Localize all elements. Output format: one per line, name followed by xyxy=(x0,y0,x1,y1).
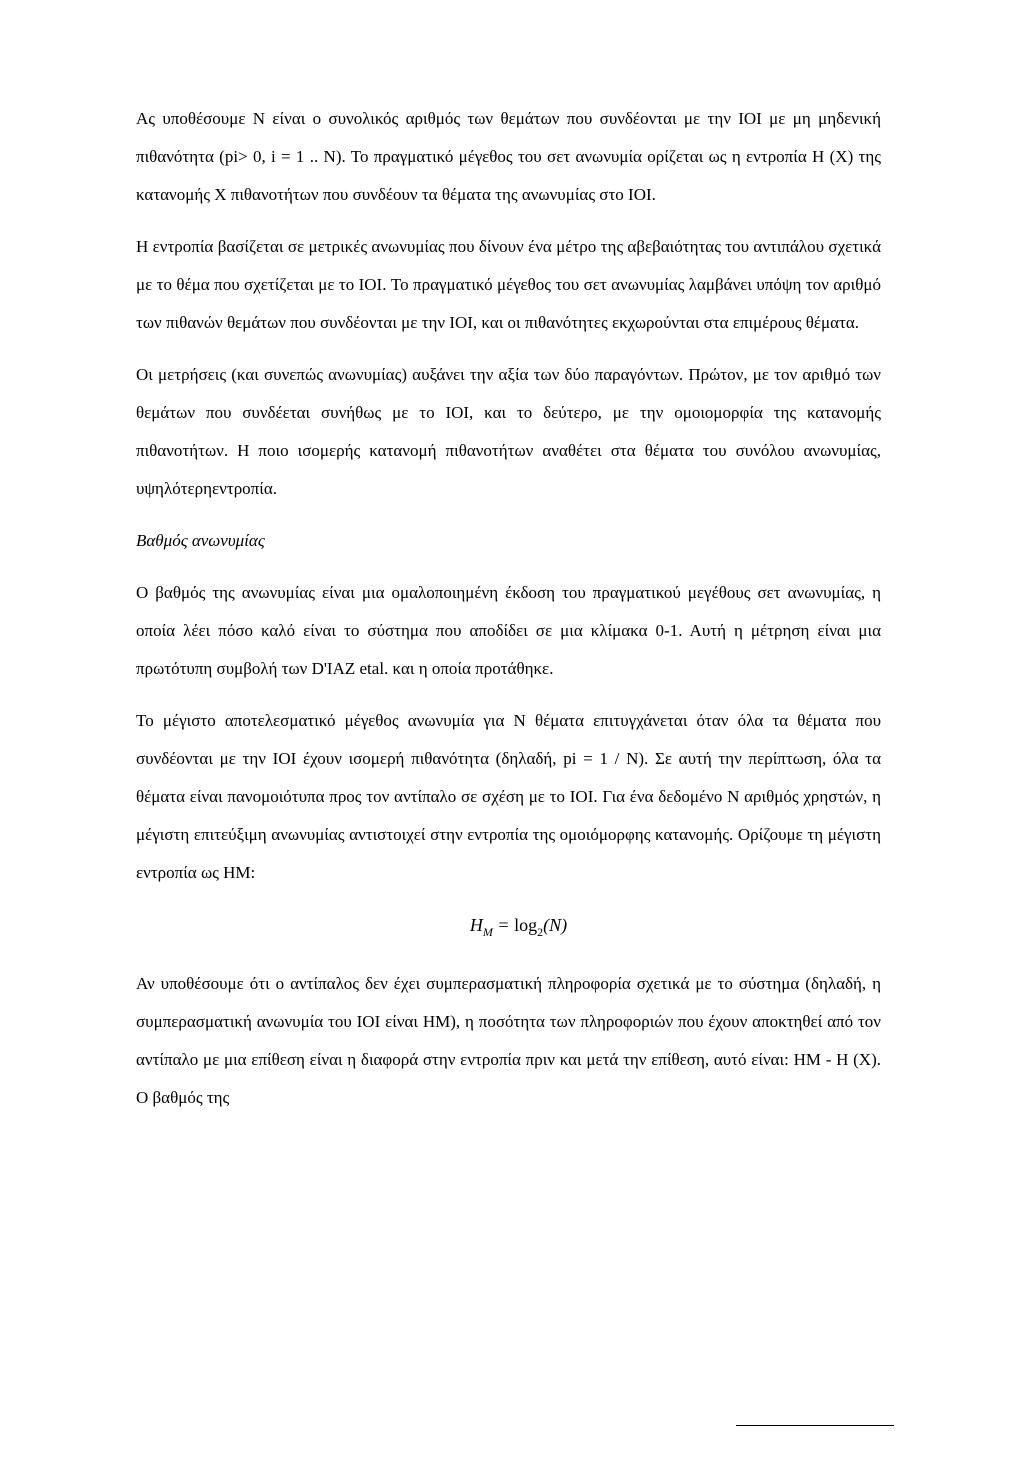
paragraph-3: Οι μετρήσεις (και συνεπώς ανωνυμίας) αυξάνει την αξία των δύο παραγόντων. Πρώτον, με τον αριθμό των θεμάτων που συνδέεται συνήθως με το IOI, και το δεύτερο, με την ομοιομορφία της κατανομής πιθανοτήτων. Η ποιο ισομερής κατανομή πιθανοτήτων αναθέτει στα θέματα του συνόλου ανωνυμίας, υψηλότερηεντροπία. xyxy=(136,365,881,498)
formula-lhs-subscript: M xyxy=(482,925,493,939)
formula-operator: = xyxy=(492,915,515,935)
paragraph-4: Ο βαθμός της ανωνυμίας είναι μια ομαλοποιημένη έκδοση του πραγματικού μεγέθους σετ ανωνυμίας, η οποία λέει πόσο καλό είναι το σύστημα που αποδίδει σε μια κλίμακα 0-1. Αυτή η μέτρηση είναι μια πρωτότυπη συμβολή των D'IAZ etal. και η οποία προτάθηκε. xyxy=(136,583,881,678)
paragraph-1: Ας υποθέσουμε Ν είναι ο συνολικός αριθμός των θεμάτων που συνδέονται με την IOI με μη μηδενική πιθανότητα (pi> 0, i = 1 .. N). Το πραγματικό μέγεθος του σετ ανωνυμία ορίζεται ως η εντροπία Η (Χ) της κατανομής Χ πιθανοτήτων που συνδέουν τα θέματα της ανωνυμίας στο IOI. xyxy=(136,109,881,204)
paragraph-5: Το μέγιστο αποτελεσματικό μέγεθος ανωνυμία για Ν θέματα επιτυγχάνεται όταν όλα τα θέματα που συνδέονται με την IOI έχουν ισομερή πιθανότητα (δηλαδή, pi = 1 / Ν). Σε αυτή την περίπτωση, όλα τα θέματα είναι πανομοιότυπα προς τον αντίπαλο σε σχέση με το IOI. Για ένα δεδομένο Ν αριθμός χρηστών, η μέγιστη επιτεύξιμη ανωνυμίας αντιστοιχεί στην εντροπία της ομοιόμορφης κατανομής. Ορίζουμε τη μέγιστη εντροπία ως ΗΜ: xyxy=(136,711,881,882)
formula-lhs: H xyxy=(469,915,483,935)
paragraph-2: Η εντροπία βασίζεται σε μετρικές ανωνυμίας που δίνουν ένα μέτρο της αβεβαιότητας του αντιπάλου σχετικά με το θέμα που σχετίζεται με το IOI. Το πραγματικό μέγεθος του σετ ανωνυμίας λαμβάνει υπόψη τον αριθμό των πιθανών θεμάτων που συνδέονται με την IOI, και οι πιθανότητες εκχωρούνται στα επιμέρους θέματα. xyxy=(136,237,881,332)
formula-log: log xyxy=(514,915,538,935)
section-heading: Βαθμός ανωνυμίας xyxy=(136,531,265,550)
max-entropy-formula xyxy=(136,906,881,951)
document-body xyxy=(136,100,881,1117)
formula-argument: (N) xyxy=(543,915,568,935)
paragraph-6: Αν υποθέσουμε ότι ο αντίπαλος δεν έχει συμπερασματική πληροφορία σχετικά με το σύστημα (δηλαδή, η συμπερασματική ανωνυμία του IOI είναι ΗΜ), η ποσότητα των πληροφοριών που έχουν αποκτηθεί από τον αντίπαλο με μια επίθεση είναι η διαφορά στην εντροπία πριν και μετά την επίθεση, αυτό είναι: ΗΜ - Η (Χ). Ο βαθμός της xyxy=(136,974,881,1107)
formula-log-base: 2 xyxy=(537,925,544,939)
footer-rule xyxy=(736,1425,894,1426)
